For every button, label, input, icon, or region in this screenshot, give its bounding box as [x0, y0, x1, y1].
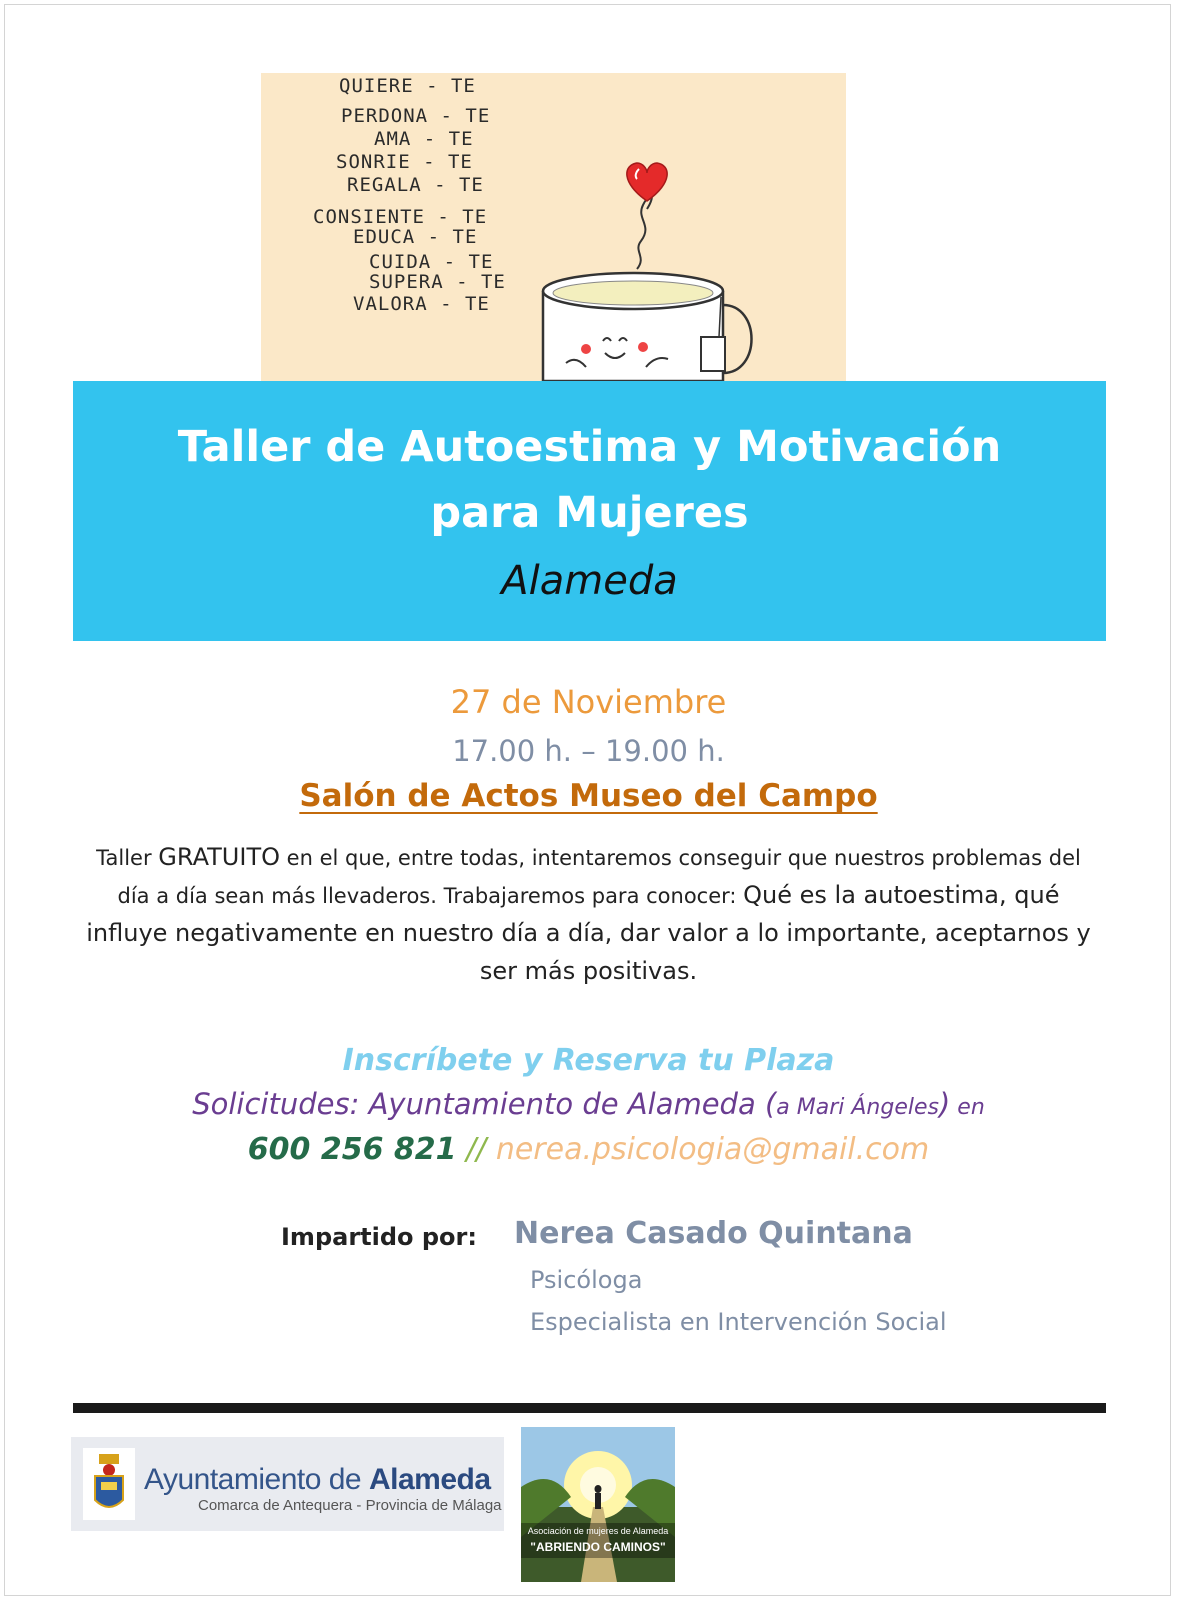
- requests-contact: a Mari Ángeles: [776, 1095, 939, 1120]
- coat-of-arms-icon: [83, 1448, 135, 1520]
- phone-number[interactable]: 600 256 821: [247, 1132, 457, 1167]
- hand-line: EDUCA - TE: [353, 226, 478, 248]
- ayto-prefix: Ayuntamiento de: [144, 1463, 369, 1496]
- hand-line: SONRIE - TE: [336, 151, 473, 173]
- title-banner: [73, 381, 1106, 641]
- association-line-1: Asociación de mujeres de Alameda: [527, 1526, 669, 1536]
- hand-line: REGALA - TE: [347, 174, 484, 196]
- association-line-2: "ABRIENDO CAMINOS": [530, 1540, 666, 1554]
- smiling-mug-icon: [543, 273, 752, 381]
- desc-text: en el que, entre todas, intentaremos conseguir que nuestros problemas del día a día sean más llevaderos. Trabajaremos para conocer:: [117, 846, 1081, 908]
- email-link[interactable]: nerea.psicologia@gmail.com: [495, 1132, 930, 1167]
- requests-text: Solicitudes: Ayuntamiento de Alameda (: [192, 1087, 777, 1121]
- event-venue: [0, 778, 1177, 814]
- description: [80, 839, 1097, 991]
- sunrise-path-icon: [521, 1427, 675, 1582]
- registration-requests: [0, 1087, 1177, 1121]
- ayuntamiento-logo: [71, 1437, 504, 1531]
- ayuntamiento-subtitle: Comarca de Antequera - Provincia de Málaga: [198, 1497, 502, 1514]
- requests-paren: ): [938, 1087, 951, 1121]
- hand-line: CONSIENTE - TE: [313, 206, 488, 228]
- desc-gratuito: GRATUITO: [158, 843, 280, 871]
- hand-line: QUIERE - TE: [339, 75, 476, 97]
- ayto-bold: Alameda: [368, 1463, 491, 1496]
- contact-line: [0, 1132, 1177, 1167]
- hand-line: VALORA - TE: [353, 293, 490, 315]
- instructor-specialty: Especialista en Intervención Social: [530, 1308, 947, 1336]
- registration-cta: Inscríbete y Reserva tu Plaza: [342, 1043, 835, 1078]
- instructor-label: Impartido por:: [281, 1223, 477, 1251]
- title-line-2: para Mujeres: [430, 488, 749, 538]
- event-time: 17.00 h. – 19.00 h.: [452, 734, 725, 768]
- divider: [73, 1403, 1106, 1413]
- hand-line: CUIDA - TE: [369, 251, 494, 273]
- illustration: [261, 73, 846, 381]
- venue-text: Salón de Actos Museo del Campo: [299, 778, 878, 814]
- event-date: 27 de Noviembre: [450, 683, 727, 721]
- association-logo: [521, 1427, 675, 1582]
- instructor-name: Nerea Casado Quintana: [514, 1216, 913, 1251]
- heart-balloon-icon: [261, 73, 846, 381]
- requests-en: en: [950, 1095, 985, 1120]
- desc-topics: Qué es la autoestima, qué influye negativamente en nuestro día a día, dar valor a lo importante, aceptarnos y ser más positivas.: [86, 881, 1091, 985]
- title-line-1: Taller de Autoestima y Motivación: [177, 422, 1002, 472]
- instructor-role: Psicóloga: [530, 1266, 643, 1294]
- hand-line: SUPERA - TE: [369, 271, 506, 293]
- hand-line: AMA - TE: [374, 128, 474, 150]
- desc-text: Taller: [96, 846, 159, 870]
- hand-line: PERDONA - TE: [341, 105, 491, 127]
- place-name: Alameda: [501, 558, 678, 604]
- ayuntamiento-name: [144, 1463, 491, 1497]
- separator: //: [466, 1132, 487, 1167]
